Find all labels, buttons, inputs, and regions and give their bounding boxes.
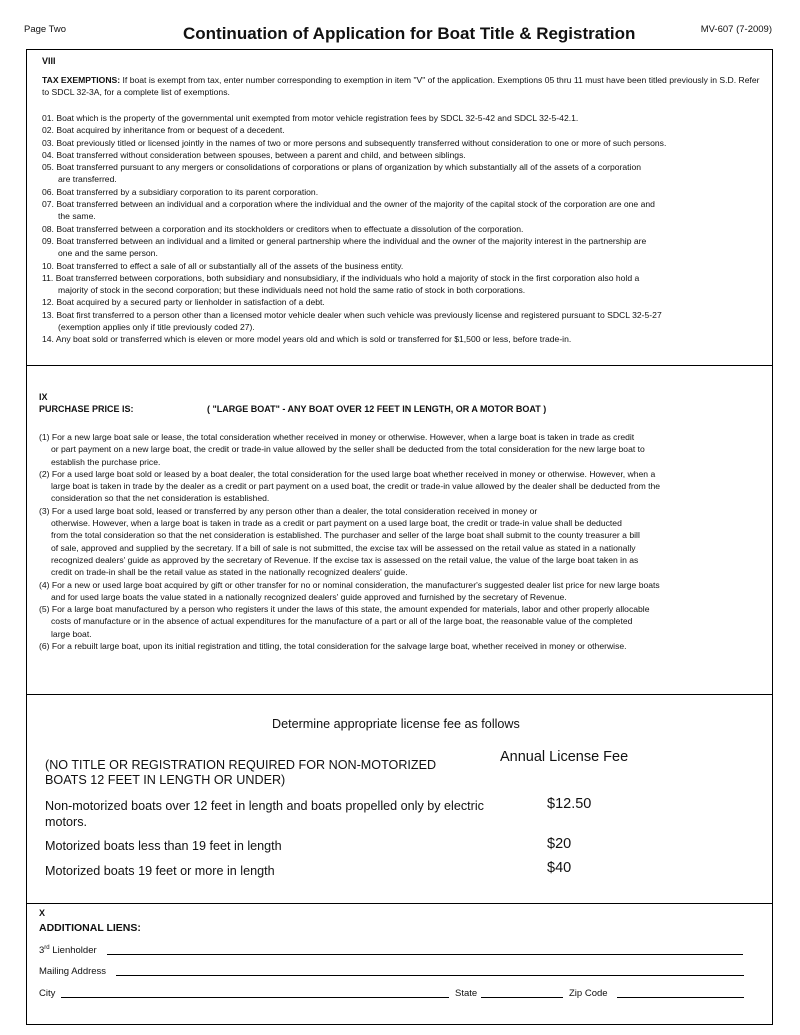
purchase-price-item-continuation: credit on trade-in shall be the retail value as stated in the nationally recognized dealers' guide. — [51, 567, 408, 578]
tax-exemptions-intro — [42, 74, 767, 99]
purchase-price-item: (6) For a rebuilt large boat, upon its initial registration and titling, the total consideration for the salvage large boat, whether received in money or otherwise. — [39, 641, 627, 652]
exemption-item: 06. Boat transferred by a subsidiary corporation to its parent corporation. — [42, 186, 319, 197]
lienholder-label-text: Lienholder — [49, 945, 97, 957]
purchase-price-item-continuation: of sale, approved and supplied by the secretary. If a bill of sale is not submitted, the excise tax will be assessed on the retail value as stated in a nationally — [51, 542, 636, 553]
exemption-item-continuation: (exemption applies only if title previously coded 27). — [58, 322, 255, 333]
lienholder-ordinal: 3 — [39, 945, 45, 957]
exemption-item: 10. Boat transferred to effect a sale of all or substantially all of the assets of the business entity. — [42, 260, 404, 271]
purchase-price-item-continuation: establish the purchase price. — [51, 456, 161, 467]
exemption-item: 08. Boat transferred between a corporation and its stockholders or creditors when to effectuate a dissolution of the corporation. — [42, 223, 524, 234]
tax-exemptions-intro-text: If boat is exempt from tax, enter number corresponding to exemption in item "V" of the application. Exemptions 05 thru 11 must have been titled previously in S.D. Refer to SDCL 32-3A, for a complete list of exemptions. — [42, 75, 760, 98]
exemption-item: 05. Boat transferred pursuant to any mergers or consolidations of corporations or plans of organization by which substantially all of the assets of a corporation — [42, 162, 642, 173]
additional-liens-heading: ADDITIONAL LIENS: — [39, 922, 141, 934]
purchase-price-item: (5) For a large boat manufactured by a person who registers it under the laws of this state, the amount expended for materials, labor and other properly allocable — [39, 604, 650, 615]
lienholder-ordinal-suffix: rd — [44, 945, 50, 951]
tax-exemptions-heading: TAX EXEMPTIONS: — [42, 75, 121, 85]
lienholder-label — [39, 945, 97, 956]
exemption-item: 02. Boat acquired by inheritance from or bequest of a decedent. — [42, 125, 285, 136]
exemption-item-continuation: majority of stock in the second corporation; but these individuals need not hold the same ratio of stock in both corporations. — [58, 285, 526, 296]
purchase-price-item-continuation: large boat is taken in trade by the dealer as a credit or part payment on a used boat, the credit or trade-in value allowed by the dealer shall be deducted from the — [51, 481, 661, 492]
state-input-line[interactable] — [481, 997, 563, 998]
exemption-item: 03. Boat previously titled or licensed jointly in the names of two or more persons and subsequently transferred without consideration to one or more of such persons. — [42, 137, 667, 148]
city-input-line[interactable] — [61, 997, 449, 998]
purchase-price-item-continuation: and for used large boats the value stated in a nationally recognized dealers' guide approved and furnished by the secretary of Revenue. — [51, 591, 567, 602]
exemption-item: 14. Any boat sold or transferred which is eleven or more model years old and which is sold or transferred for $1,500 or less, before trade-in. — [42, 334, 572, 345]
purchase-price-item: (2) For a used large boat sold or leased by a boat dealer, the total consideration for the used large boat whether received in money or otherwise. However, when a — [39, 468, 656, 479]
zip-code-label: Zip Code — [569, 988, 608, 999]
exemption-item: 01. Boat which is the property of the governmental unit exempted from motor vehicle registration fees by SDCL 32-5-42 and SDCL 32-5-42.1. — [42, 113, 579, 123]
purchase-price-item: (3) For a used large boat sold, leased or transferred by any person other than a dealer, the total consideration received in money or — [39, 505, 538, 516]
license-fee-intro: Determine appropriate license fee as follows — [272, 717, 520, 731]
purchase-price-heading: PURCHASE PRICE IS: — [39, 404, 134, 414]
fee-row-desc: Motorized boats 19 feet or more in length — [45, 864, 275, 878]
fee-row-desc: Motorized boats less than 19 feet in length — [45, 839, 282, 853]
mailing-address-input-line[interactable] — [116, 975, 744, 976]
fee-row-amount: $12.50 — [547, 796, 592, 812]
exemption-item-continuation: are transferred. — [58, 174, 117, 185]
purchase-price-item-continuation: otherwise. However, when a large boat is taken in trade as a credit or part payment on a used large boat, the credit or trade-in value shall be deducted — [51, 518, 622, 529]
fee-note-line-1: (NO TITLE OR REGISTRATION REQUIRED FOR NON-MOTORIZED — [45, 758, 437, 772]
fee-note-line-2: BOATS 12 FEET IN LENGTH OR UNDER) — [45, 773, 286, 787]
page-number-label: Page Two — [24, 24, 67, 35]
exemption-item-continuation: the same. — [58, 211, 96, 222]
section-ix-number: IX — [39, 392, 48, 402]
zip-code-input-line[interactable] — [617, 997, 744, 998]
exemption-item: 13. Boat first transferred to a person other than a licensed motor vehicle dealer when such vehicle was previously license and registered pursuant to SDCL 32-5-27 — [42, 309, 662, 320]
fee-row-desc-cont: motors. — [45, 815, 87, 829]
form-title: Continuation of Application for Boat Title & Registration — [183, 24, 636, 43]
exemption-item-continuation: one and the same person. — [58, 248, 158, 259]
section-x-number: X — [39, 908, 46, 918]
mailing-address-label: Mailing Address — [39, 966, 107, 977]
lienholder-input-line[interactable] — [107, 954, 743, 955]
fee-row-amount: $20 — [547, 836, 572, 852]
annual-license-fee-header: Annual License Fee — [500, 749, 629, 765]
fee-row-amount: $40 — [547, 860, 572, 876]
purchase-price-item-continuation: or part payment on a new large boat, the credit or trade-in value allowed by the seller shall be deducted from the total consideration for the new large boat to — [51, 444, 645, 455]
purchase-price-item-continuation: large boat. — [51, 628, 92, 639]
fee-row-desc: Non-motorized boats over 12 feet in length and boats propelled only by electric — [45, 799, 484, 813]
exemption-item: 04. Boat transferred without consideration between spouses, between a parent and child, and between siblings. — [42, 149, 466, 160]
purchase-price-item-continuation: from the total consideration so that the net consideration is established. The purchaser and seller of the large boat shall submit to the county treasurer a bill — [51, 530, 640, 541]
purchase-price-item-continuation: costs of manufacture or in the absence of actual expenditures for the manufacture of a part or all of the large boat, the reasonable value of the completed — [51, 616, 633, 627]
city-label: City — [39, 988, 56, 999]
purchase-price-list — [39, 431, 772, 652]
section-divider — [27, 903, 772, 904]
exemption-item: 07. Boat transferred between an individual and a corporation where the individual and the owner of the majority of the capital stock of the corporation are one and — [42, 199, 655, 210]
exemption-item: 11. Boat transferred between corporations, both subsidiary and nonsubsidiary, if the individuals who hold a majority of stock in the first corporation also hold a — [42, 272, 640, 283]
purchase-price-item: (4) For a new or used large boat acquired by gift or other transfer for no or nominal consideration, the manufacturer's suggested dealer list price for new large boats — [39, 579, 660, 590]
exemption-item: 12. Boat acquired by a secured party or lienholder in satisfaction of a debt. — [42, 297, 325, 308]
form-number: MV-607 (7-2009) — [700, 24, 772, 35]
section-viii-number: VIII — [42, 56, 56, 66]
exemption-item: 09. Boat transferred between an individual and a limited or general partnership where the individual and the owner of the majority interest in the partnership are — [42, 235, 647, 246]
exemption-list — [42, 112, 772, 346]
state-label: State — [455, 988, 478, 999]
purchase-price-item: (1) For a new large boat sale or lease, the total consideration whether received in money or otherwise. However, when a large boat is taken in trade as credit — [39, 432, 635, 442]
section-divider — [27, 365, 772, 366]
purchase-price-item-continuation: recognized dealers' guide as approved by the secretary of Revenue. If the excise tax is assessed on the retail value, the value of the large boat taken in as — [51, 554, 639, 565]
purchase-price-item-continuation: consideration so that the net consideration is established. — [51, 493, 270, 504]
large-boat-definition: ( "LARGE BOAT" - ANY BOAT OVER 12 FEET IN LENGTH, OR A MOTOR BOAT ) — [207, 404, 547, 414]
section-divider — [27, 694, 772, 695]
